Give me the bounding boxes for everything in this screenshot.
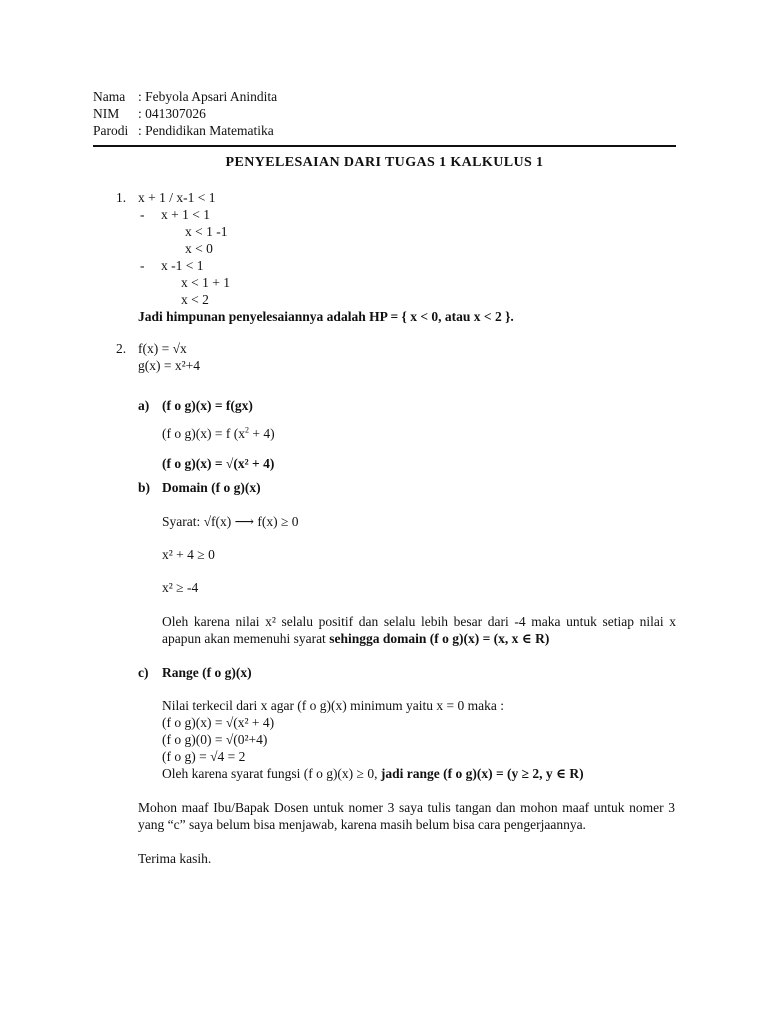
nim-label: NIM bbox=[93, 106, 120, 121]
q1-dash-2: - bbox=[140, 258, 145, 273]
q2c-line2: (f o g)(x) = √(x² + 4) bbox=[162, 715, 275, 730]
q1-dash-1: - bbox=[140, 207, 145, 222]
q2c-line4: (f o g) = √4 = 2 bbox=[162, 749, 246, 764]
q1-case1-line1: x + 1 < 1 bbox=[161, 207, 210, 222]
q2-function-f: f(x) = √x bbox=[138, 341, 187, 356]
q1-case1-line2: x < 1 -1 bbox=[185, 224, 228, 239]
closing-paragraph: Mohon maaf Ibu/Bapak Dosen untuk nomer 3 saya tulis tangan dan mohon maaf untuk nomer 3 yang “c” saya belum bisa menjawab, karena masih belum bisa cara pengerjaannya. bbox=[138, 800, 675, 832]
q2a-label: a) bbox=[138, 398, 150, 413]
q2b-step2: x² ≥ -4 bbox=[162, 580, 199, 595]
q2c-line5: Oleh karena syarat fungsi (f o g)(x) ≥ 0, jadi range (f o g)(x) = (y ≥ 2, y ∈ R) bbox=[162, 766, 584, 781]
q1-case2-line2: x < 1 + 1 bbox=[181, 275, 230, 290]
q1-case2-line1: x -1 < 1 bbox=[161, 258, 204, 273]
q2a-result: (f o g)(x) = √(x² + 4) bbox=[162, 456, 275, 471]
q2a-title: (f o g)(x) = f(gx) bbox=[162, 398, 253, 413]
closing-thanks: Terima kasih. bbox=[138, 851, 212, 866]
header-divider bbox=[93, 145, 676, 147]
q2b-step1: x² + 4 ≥ 0 bbox=[162, 547, 215, 562]
nama-value: : Febyola Apsari Anindita bbox=[138, 89, 278, 104]
prodi-label: Parodi bbox=[93, 123, 129, 138]
q2b-label: b) bbox=[138, 480, 151, 495]
q2c-line3: (f o g)(0) = √(0²+4) bbox=[162, 732, 268, 747]
q1-conclusion: Jadi himpunan penyelesaiannya adalah HP = { x < 0, atau x < 2 }. bbox=[138, 309, 514, 324]
q2a-step1: (f o g)(x) = f $(x^2 + 4)$ bbox=[162, 425, 275, 441]
prodi-value: : Pendidikan Matematika bbox=[138, 123, 274, 138]
document-title: PENYELESAIAN DARI TUGAS 1 KALKULUS 1 bbox=[225, 155, 544, 170]
q1-problem: x + 1 / x-1 < 1 bbox=[138, 190, 216, 205]
q1-case1-line3: x < 0 bbox=[185, 241, 213, 256]
q2c-label: c) bbox=[138, 665, 149, 680]
q2b-explanation: Oleh karena nilai x² selalu positif dan selalu lebih besar dari -4 maka untuk setiap nilai x apapun akan memenuhi syarat sehingga domain (f o g)(x) = (x, x ∈ R) bbox=[162, 614, 676, 646]
nim-value: : 041307026 bbox=[138, 106, 206, 121]
q2-number: 2. bbox=[116, 341, 127, 356]
q1-case2-line3: x < 2 bbox=[181, 292, 209, 307]
q2b-title: Domain (f o g)(x) bbox=[162, 480, 261, 495]
nama-label: Nama bbox=[93, 89, 126, 104]
q2c-title: Range (f o g)(x) bbox=[162, 665, 252, 680]
q1-number: 1. bbox=[116, 190, 127, 205]
q2c-line1: Nilai terkecil dari x agar (f o g)(x) minimum yaitu x = 0 maka : bbox=[162, 698, 505, 713]
q2b-syarat: Syarat: √f(x) ⟶ f(x) ≥ 0 bbox=[162, 514, 299, 529]
q2-function-g: g(x) = x²+4 bbox=[138, 358, 201, 373]
